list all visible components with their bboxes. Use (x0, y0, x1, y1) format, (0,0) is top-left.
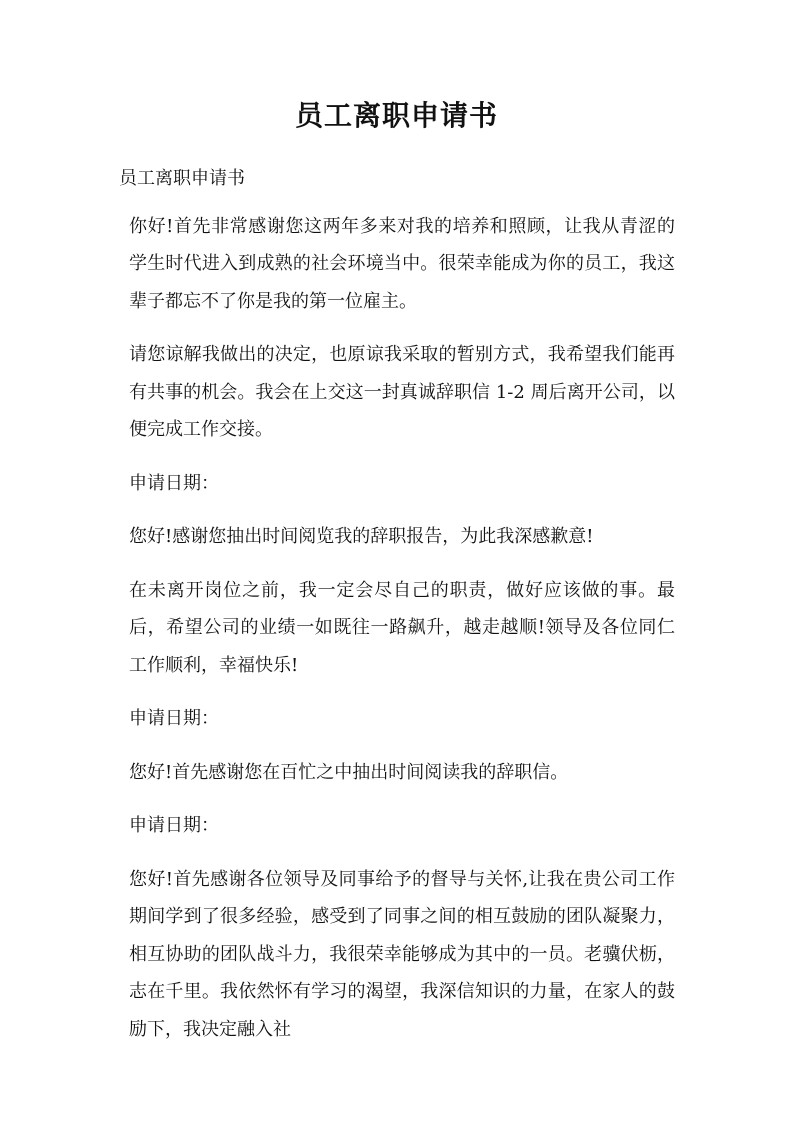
document-subtitle: 员工离职申请书 (119, 168, 245, 189)
paragraph-thanks-intro: 你好!首先非常感谢您这两年多来对我的培养和照顾，让我从青涩的学生时代进入到成熟的社会环境当中。很荣幸能成为你的员工，我这辈子都忘不了你是我的第一位雇主。 (129, 215, 675, 312)
document-body (119, 160, 675, 1064)
application-date-label: 申请日期： (129, 708, 219, 729)
application-date-label: 申请日期： (129, 472, 219, 494)
paragraph-duties-wishes: 在未离开岗位之前，我一定会尽自己的职责，做好应该做的事。最后，希望公司的业绩一如既往一路飙升，越走越顺!领导及各位同仁工作顺利，幸福快乐! (129, 579, 675, 676)
paragraph-apology-departure: 请您谅解我做出的决定，也原谅我采取的暂别方式，我希望我们能再有共事的机会。我会在上交这一封真诚辞职信 1-2 周后离开公司，以便完成工作交接。 (129, 344, 675, 440)
paragraph-thanks-busy: 您好!首先感谢您在百忙之中抽出时间阅读我的辞职信。 (129, 761, 569, 783)
paragraph-thanks-colleagues: 您好!首先感谢各位领导及同事给予的督导与关怀,让我在贵公司工作期间学到了很多经验，感受到了同事之间的相互鼓励的团队凝聚力，相互协助的团队战斗力，我很荣幸能够成为其中的一员。老骥伏枥，志在千里。我依然怀有学习的渴望，我深信知识的力量，在家人的鼓励下，我决定融入社 (129, 868, 675, 1040)
application-date-label: 申请日期： (129, 815, 219, 836)
document-title: 员工离职申请书 (294, 99, 498, 132)
paragraph-thanks-reading: 您好!感谢您抽出时间阅览我的辞职报告，为此我深感歉意! (129, 526, 594, 547)
